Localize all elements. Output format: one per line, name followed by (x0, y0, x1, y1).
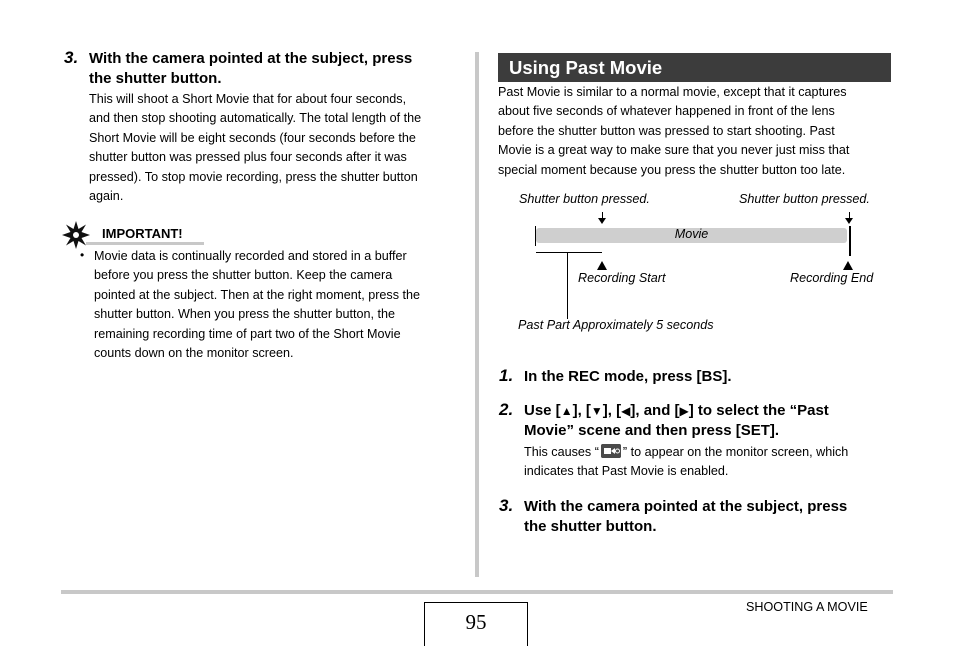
movie-end-tick (849, 226, 851, 256)
intro-text: Past Movie is similar to a normal movie, except that it captures about five seconds of whatever happened in front of the lens before the shutter button was pressed to start shooting. Past Movie is a great way to make sure that you never just miss that special moment because you press the shutter button too late. (498, 85, 850, 177)
bullet: • (80, 248, 85, 262)
shutter-left-arrow-icon (598, 218, 606, 224)
recording-start-marker-icon (597, 261, 607, 270)
step-3-title: With the camera pointed at the subject, press the shutter button. (89, 50, 413, 87)
page-number: 95 (424, 602, 528, 646)
recording-end-label: Recording End (790, 271, 874, 285)
down-arrow-icon: ▼ (590, 404, 603, 418)
shutter-pressed-left-label: Shutter button pressed. (519, 192, 650, 206)
step-2-number: 2. (499, 400, 514, 419)
step-3-right-title: With the camera pointed at the subject, press the shutter button. (524, 498, 848, 535)
step-3-right-number: 3. (499, 496, 514, 515)
important-text: Movie data is continually recorded and stored in a buffer before you press the shutter button. Keep the camera pointed at the subject. Then at the right moment, press the shutter button. When you press the shutter button, the remaining recording time of part two of the Short Movie counts down on the monitor screen. (94, 249, 420, 361)
right-arrow-icon: ▶ (679, 404, 689, 418)
left-arrow-icon: ◀ (621, 404, 631, 418)
step-1-number: 1. (499, 366, 514, 385)
step-1-title: In the REC mode, press [BS]. (524, 368, 732, 385)
recording-end-marker-icon (843, 261, 853, 270)
past-part-label: Past Part Approximately 5 seconds (518, 318, 714, 332)
shutter-pressed-right-label: Shutter button pressed. (739, 192, 870, 206)
up-arrow-icon: ▲ (560, 404, 573, 418)
past-part-leader (567, 252, 568, 319)
footer-section-label: SHOOTING A MOVIE (746, 600, 868, 614)
past-part-span (536, 252, 602, 253)
past-movie-icon (601, 444, 621, 458)
recording-start-label: Recording Start (578, 271, 666, 285)
step-2-body: This causes “ ” to appear on the monitor screen, which indicates that Past Movie is enabled. (524, 445, 849, 479)
step-2-title: Use [▲], [▼], [◀], and [▶] to select the “Past Movie” scene and then press [SET]. (524, 402, 829, 439)
step-3-number: 3. (64, 48, 79, 67)
step-3-body: This will shoot a Short Movie that for about four seconds, and then stop shooting automatically. The total length of the Short Movie will be eight seconds (four seconds before the shutter button was pressed plus four seconds after it was pressed). To stop movie recording, press the shutter button again. (89, 92, 422, 204)
column-divider (475, 52, 479, 577)
movie-start-tick (535, 226, 536, 246)
footer-rule (61, 590, 893, 594)
section-title: Using Past Movie (498, 53, 891, 82)
movie-label: Movie (674, 227, 709, 241)
important-label: IMPORTANT! (102, 226, 183, 241)
important-underline (86, 242, 204, 245)
shutter-right-arrow-icon (845, 218, 853, 224)
